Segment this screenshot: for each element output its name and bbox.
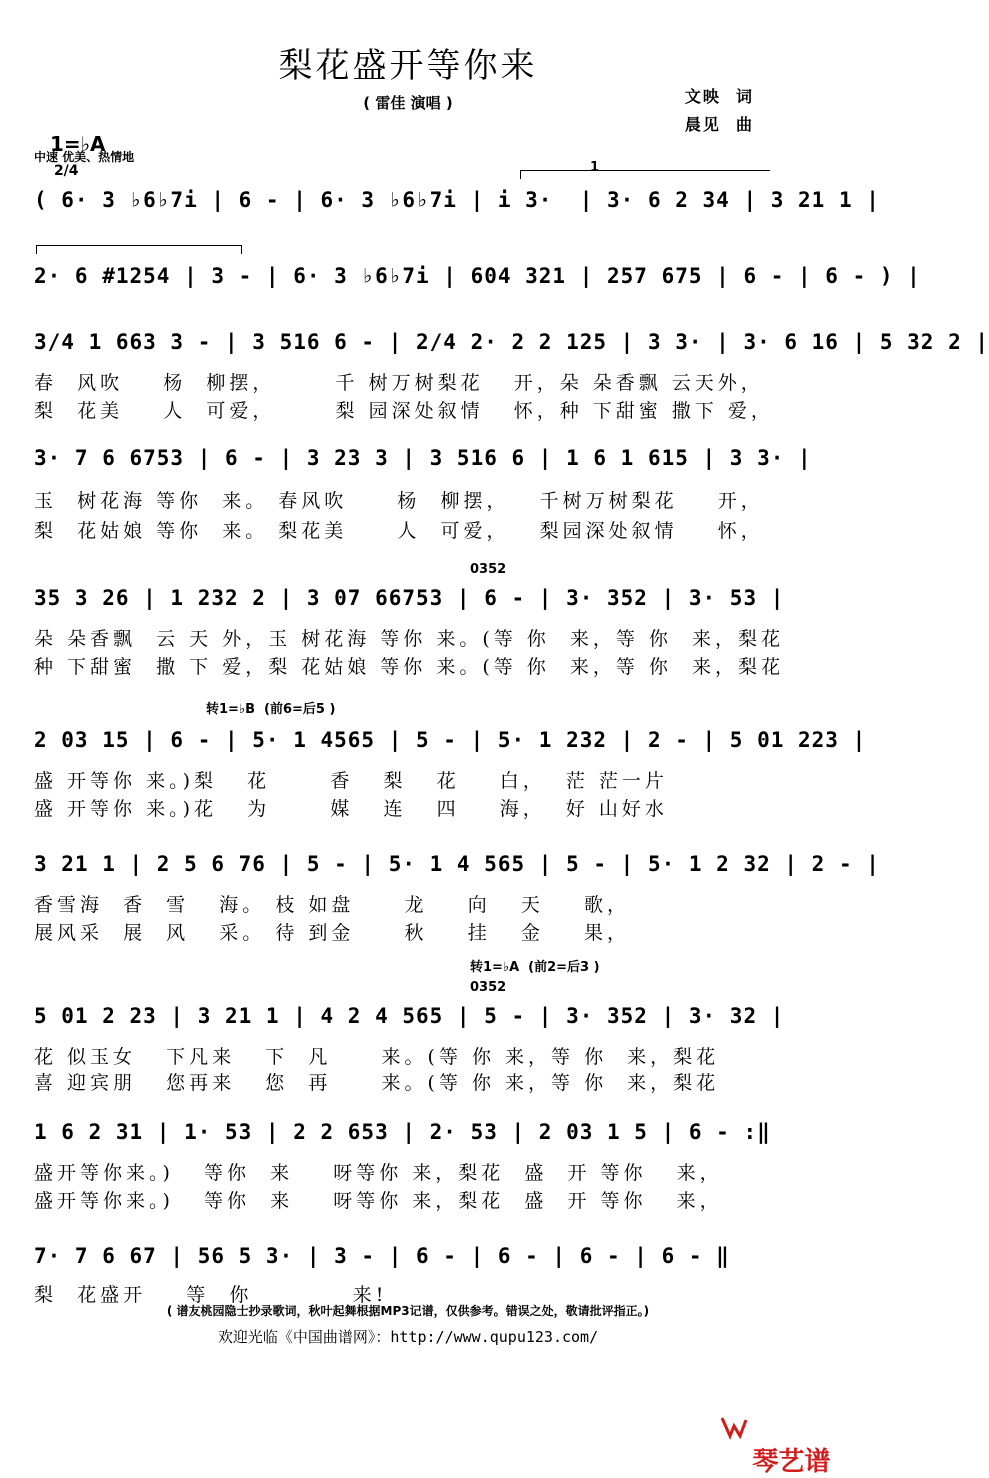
staff-line-1: ( 6· 3 ♭6♭7i | 6 - | 6· 3 ♭6♭7i | i 3· | 3· 6 2 34 | 3 21 1 | <box>34 188 880 212</box>
lyricist-credit: 文映 词 <box>684 87 754 106</box>
staff-line-8: 5 01 2 23 | 3 21 1 | 4 2 4 565 | 5 - | 3· 352 | 3· 32 | <box>34 1004 785 1028</box>
transcription-note: ( 谱友桃园隐士抄录歌词，秋叶起舞根据MP3记谱，仅供参考。错误之处，敬请批评指正。) <box>166 1304 650 1318</box>
site-welcome-link[interactable]: 欢迎光临《中国曲谱网》：http://www.qupu123.com/ <box>217 1328 599 1346</box>
grace-notes: 0352 <box>470 980 507 995</box>
logo-text: 琴艺谱 <box>752 1447 831 1477</box>
tempo-marking: 中速 优美、热情地 <box>34 150 135 164</box>
lyric-verse-1: 盛 开等你 来。)梨 花 香 梨 花 白， 茫 茫一片 <box>34 770 668 792</box>
lyric-verse-1: 盛开等你来。) 等你 来 呀等你 来，梨花 盛 开 等你 来， <box>34 1162 723 1184</box>
lyric-verse-2: 种 下甜蜜 撒 下 爱，梨 花姑娘 等你 来。(等 你 来，等 你 来，梨花 <box>34 656 784 678</box>
staff-line-4: 3· 7 6 6753 | 6 - | 3 23 3 | 3 516 6 | 1 6 1 615 | 3 3· | <box>34 446 812 470</box>
lyric-final: 梨 花盛开 等 你 来! <box>34 1284 388 1306</box>
lyric-verse-2: 展风采 展 风 采。 待 到金 秋 挂 金 果， <box>34 922 630 944</box>
staff-line-10: 7· 7 6 67 | 56 5 3· | 3 - | 6 - | 6 - | 6 - | 6 - ‖ <box>34 1244 730 1268</box>
staff-line-5: 35 3 26 | 1 232 2 | 3 07 66753 | 6 - | 3· 352 | 3· 53 | <box>34 586 785 610</box>
logo-icon <box>682 1384 748 1477</box>
staff-line-7: 3 21 1 | 2 5 6 76 | 5 - | 5· 1 4 565 | 5 - | 5· 1 2 32 | 2 - | <box>34 852 880 876</box>
modulation-marking: 转1=♭A (前2=后3 ) <box>470 960 600 975</box>
staff-line-3: 3/4 1 663 3 - | 3 516 6 - | 2/4 2· 2 2 125 | 3 3· | 3· 6 16 | 5 32 2 | <box>34 330 989 354</box>
performer: ( 雷佳 演唱 ) <box>363 94 453 112</box>
volta-number: 1 <box>590 160 600 175</box>
grace-notes: 0352 <box>470 562 507 577</box>
lyric-verse-1: 玉 树花海 等你 来。 春风吹 杨 柳摆， 千树万树梨花 开， <box>34 490 764 512</box>
composer-credit: 晨见 曲 <box>684 115 754 134</box>
tie-bracket <box>36 245 242 246</box>
lyric-verse-1: 朵 朵香飘 云 天 外，玉 树花海 等你 来。(等 你 来，等 你 来，梨花 <box>34 628 784 650</box>
lyric-verse-2: 梨 花美 人 可爱， 梨 园深处叙情 怀，种 下甜蜜 撒下 爱， <box>34 400 774 422</box>
lyric-verse-1: 香雪海 香 雪 海。 枝 如盘 龙 向 天 歌， <box>34 894 630 916</box>
modulation-marking: 转1=♭B (前6=后5 ) <box>206 702 336 717</box>
volta-bracket <box>520 170 770 171</box>
time-signature: 2/4 <box>53 163 79 179</box>
song-title: 梨花盛开等你来 <box>278 46 538 86</box>
lyric-verse-1: 花 似玉女 下凡来 下 凡 来。(等 你 来，等 你 来，梨花 <box>34 1046 720 1068</box>
staff-line-6: 2 03 15 | 6 - | 5· 1 4565 | 5 - | 5· 1 232 | 2 - | 5 01 223 | <box>34 728 867 752</box>
lyric-verse-2: 喜 迎宾朋 您再来 您 再 来。(等 你 来，等 你 来，梨花 <box>34 1072 720 1094</box>
lyric-verse-1: 春 风吹 杨 柳摆， 千 树万树梨花 开，朵 朵香飘 云天外， <box>34 372 764 394</box>
key-signature <box>36 108 106 180</box>
key-label: 1=♭A <box>49 132 106 156</box>
lyric-verse-2: 梨 花姑娘 等你 来。 梨花美 人 可爱， 梨园深处叙情 怀， <box>34 520 764 542</box>
staff-line-2: 2· 6 #1254 | 3 - | 6· 3 ♭6♭7i | 604 321 | 257 675 | 6 - | 6 - ) | <box>34 264 921 288</box>
lyric-verse-2: 盛 开等你 来。)花 为 媒 连 四 海， 好 山好水 <box>34 798 668 820</box>
staff-line-9: 1 6 2 31 | 1· 53 | 2 2 653 | 2· 53 | 2 03 1 5 | 6 - :‖ <box>34 1120 771 1144</box>
lyric-verse-2: 盛开等你来。) 等你 来 呀等你 来，梨花 盛 开 等你 来， <box>34 1190 723 1212</box>
brand-logo <box>664 1354 830 1478</box>
